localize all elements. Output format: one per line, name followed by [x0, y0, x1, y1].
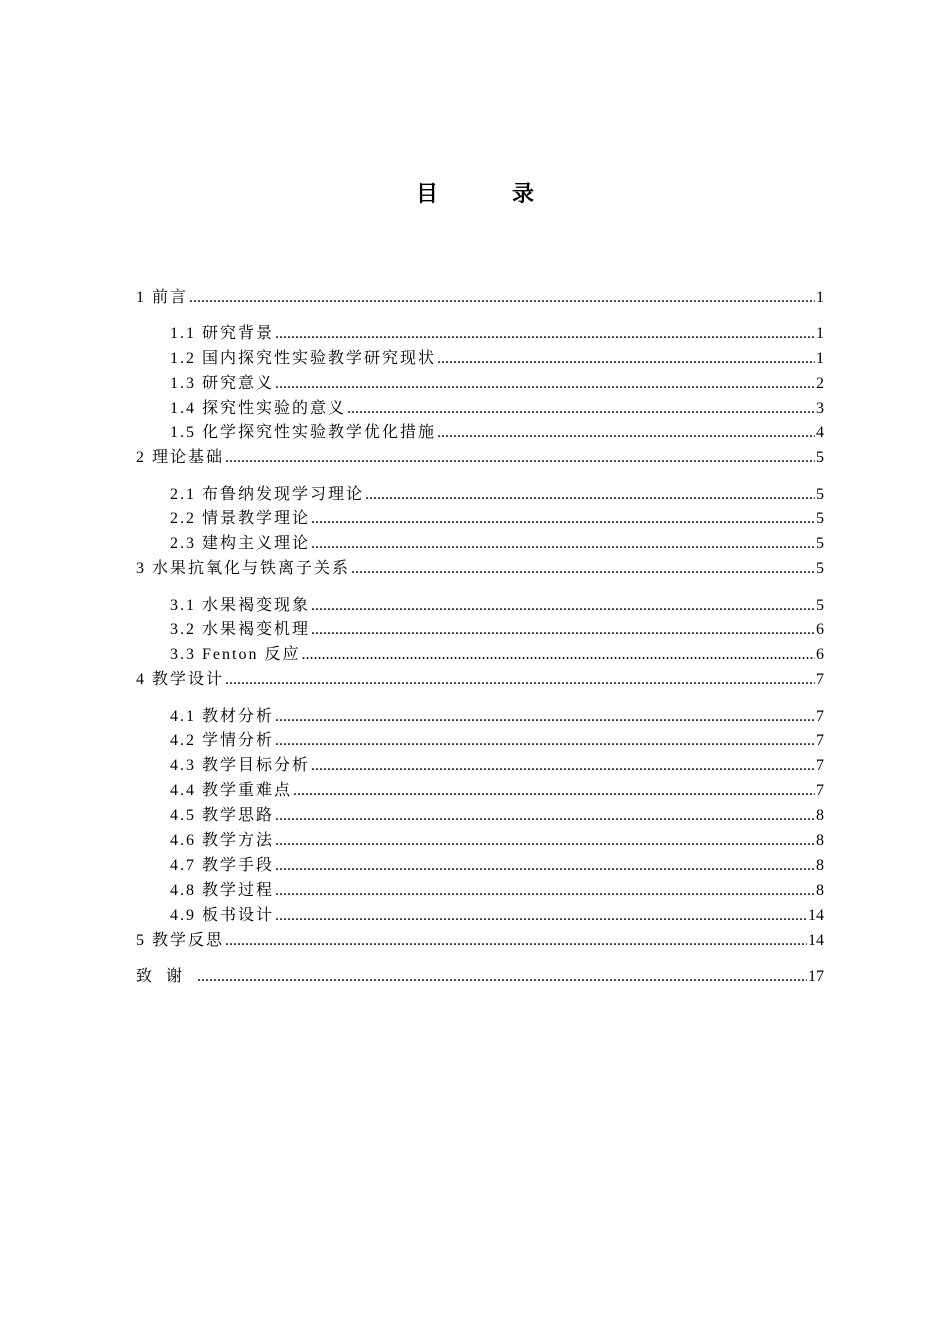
toc-entry[interactable]	[136, 446, 824, 470]
toc-entry-acknowledgement[interactable]	[136, 965, 824, 989]
toc-entry-label: 4.4 教学重难点	[170, 782, 293, 799]
toc-entry-page: 5	[816, 510, 824, 527]
toc-entry-label: 4.8 教学过程	[170, 882, 275, 899]
toc-dot-leader	[275, 705, 815, 729]
toc-entry[interactable]	[170, 507, 824, 531]
toc-dot-leader	[225, 668, 815, 692]
toc-entry-label: 1.3 研究意义	[170, 375, 275, 392]
toc-dot-leader	[311, 532, 815, 556]
toc-entry-page: 7	[816, 757, 824, 774]
toc-entry-label: 1 前言	[136, 289, 189, 306]
toc-entry[interactable]	[170, 421, 824, 445]
toc-dot-leader	[437, 421, 815, 445]
toc-dot-leader	[275, 729, 815, 753]
toc-entry[interactable]	[136, 929, 824, 953]
toc-entry-label: 4.2 学情分析	[170, 732, 275, 749]
toc-entry[interactable]	[170, 397, 824, 421]
toc-entry[interactable]	[170, 879, 824, 903]
toc-entry-page: 8	[816, 882, 824, 899]
toc-entry-page: 17	[808, 968, 824, 985]
toc-entry-label: 1.1 研究背景	[170, 325, 275, 342]
toc-dot-leader	[225, 929, 807, 953]
toc-title: 目 录	[415, 181, 560, 206]
toc-entry-label: 4.9 板书设计	[170, 907, 275, 924]
toc-entry[interactable]	[170, 804, 824, 828]
toc-entry-page: 2	[816, 375, 824, 392]
toc-entry-page: 8	[816, 857, 824, 874]
toc-entry[interactable]	[170, 779, 824, 803]
toc-entry-page: 5	[816, 597, 824, 614]
toc-entry-page: 1	[816, 289, 824, 306]
toc-entry-label: 4.6 教学方法	[170, 832, 275, 849]
toc-entry[interactable]	[170, 618, 824, 642]
toc-dot-leader	[301, 643, 815, 667]
toc-entry-label: 3.3 Fenton 反应	[170, 646, 301, 663]
toc-dot-leader	[311, 754, 815, 778]
toc-entry-page: 5	[816, 560, 824, 577]
toc-entry[interactable]	[136, 557, 824, 581]
toc-entry-label: 2.3 建构主义理论	[170, 535, 311, 552]
toc-entry-label: 2.2 情景教学理论	[170, 510, 311, 527]
toc-entry[interactable]	[170, 322, 824, 346]
toc-dot-leader	[311, 594, 815, 618]
toc-entry[interactable]	[136, 668, 824, 692]
toc-entry-page: 5	[816, 486, 824, 503]
toc-entry-label: 2.1 布鲁纳发现学习理论	[170, 486, 365, 503]
toc-entry-label: 4.3 教学目标分析	[170, 757, 311, 774]
toc-dot-leader	[311, 507, 815, 531]
toc-dot-leader	[437, 347, 815, 371]
toc-entry-page: 6	[816, 621, 824, 638]
toc-dot-leader	[275, 804, 815, 828]
toc-entry-label: 2 理论基础	[136, 449, 225, 466]
toc-entry-label: 4.5 教学思路	[170, 807, 275, 824]
toc-entry-label: 3 水果抗氧化与铁离子关系	[136, 560, 351, 577]
toc-entry[interactable]	[170, 829, 824, 853]
toc-dot-leader	[225, 446, 815, 470]
toc-entry-page: 7	[816, 732, 824, 749]
toc-dot-leader	[275, 904, 807, 928]
toc-entry-label: 1.2 国内探究性实验教学研究现状	[170, 350, 437, 367]
toc-entry-page: 7	[816, 708, 824, 725]
toc-entry-label: 1.5 化学探究性实验教学优化措施	[170, 424, 437, 441]
toc-entry[interactable]	[170, 372, 824, 396]
toc-dot-leader	[275, 372, 815, 396]
toc-dot-leader	[189, 286, 815, 310]
toc-entry[interactable]	[136, 286, 824, 310]
toc-entry-label: 致谢	[136, 968, 197, 985]
toc-entry-page: 1	[816, 350, 824, 367]
toc-dot-leader	[293, 779, 815, 803]
toc-entry-page: 5	[816, 535, 824, 552]
toc-dot-leader	[275, 854, 815, 878]
toc-entry-page: 4	[816, 424, 824, 441]
toc-entry[interactable]	[170, 347, 824, 371]
toc-dot-leader	[351, 557, 815, 581]
toc-entry[interactable]	[170, 729, 824, 753]
toc-dot-leader	[311, 618, 815, 642]
toc-entry[interactable]	[170, 705, 824, 729]
toc-entry[interactable]	[170, 643, 824, 667]
toc-entry[interactable]	[170, 532, 824, 556]
toc-entry[interactable]	[170, 854, 824, 878]
toc-entry-page: 8	[816, 832, 824, 849]
toc-entry-page: 3	[816, 400, 824, 417]
toc-entry-label: 5 教学反思	[136, 932, 225, 949]
toc-entry[interactable]	[170, 754, 824, 778]
toc-entry-label: 4.7 教学手段	[170, 857, 275, 874]
toc-entry-page: 7	[816, 782, 824, 799]
toc-entry-page: 14	[808, 907, 824, 924]
toc-entry[interactable]	[170, 594, 824, 618]
toc-dot-leader	[347, 397, 815, 421]
toc-entry-label: 1.4 探究性实验的意义	[170, 400, 347, 417]
toc-entry-label: 3.1 水果褐变现象	[170, 597, 311, 614]
toc-dot-leader	[275, 879, 815, 903]
toc-entry-page: 6	[816, 646, 824, 663]
toc-entry-page: 14	[808, 932, 824, 949]
toc-entry[interactable]	[170, 904, 824, 928]
toc-entry-label: 4 教学设计	[136, 671, 225, 688]
toc-entry-page: 8	[816, 807, 824, 824]
toc-entry-label: 3.2 水果褐变机理	[170, 621, 311, 638]
toc-dot-leader	[197, 965, 807, 989]
toc-entry[interactable]	[170, 483, 824, 507]
toc-entry-label: 4.1 教材分析	[170, 708, 275, 725]
toc-entry-page: 1	[816, 325, 824, 342]
toc-dot-leader	[275, 322, 815, 346]
toc-dot-leader	[365, 483, 815, 507]
toc-dot-leader	[275, 829, 815, 853]
toc-entry-page: 7	[816, 671, 824, 688]
toc-entry-page: 5	[816, 449, 824, 466]
